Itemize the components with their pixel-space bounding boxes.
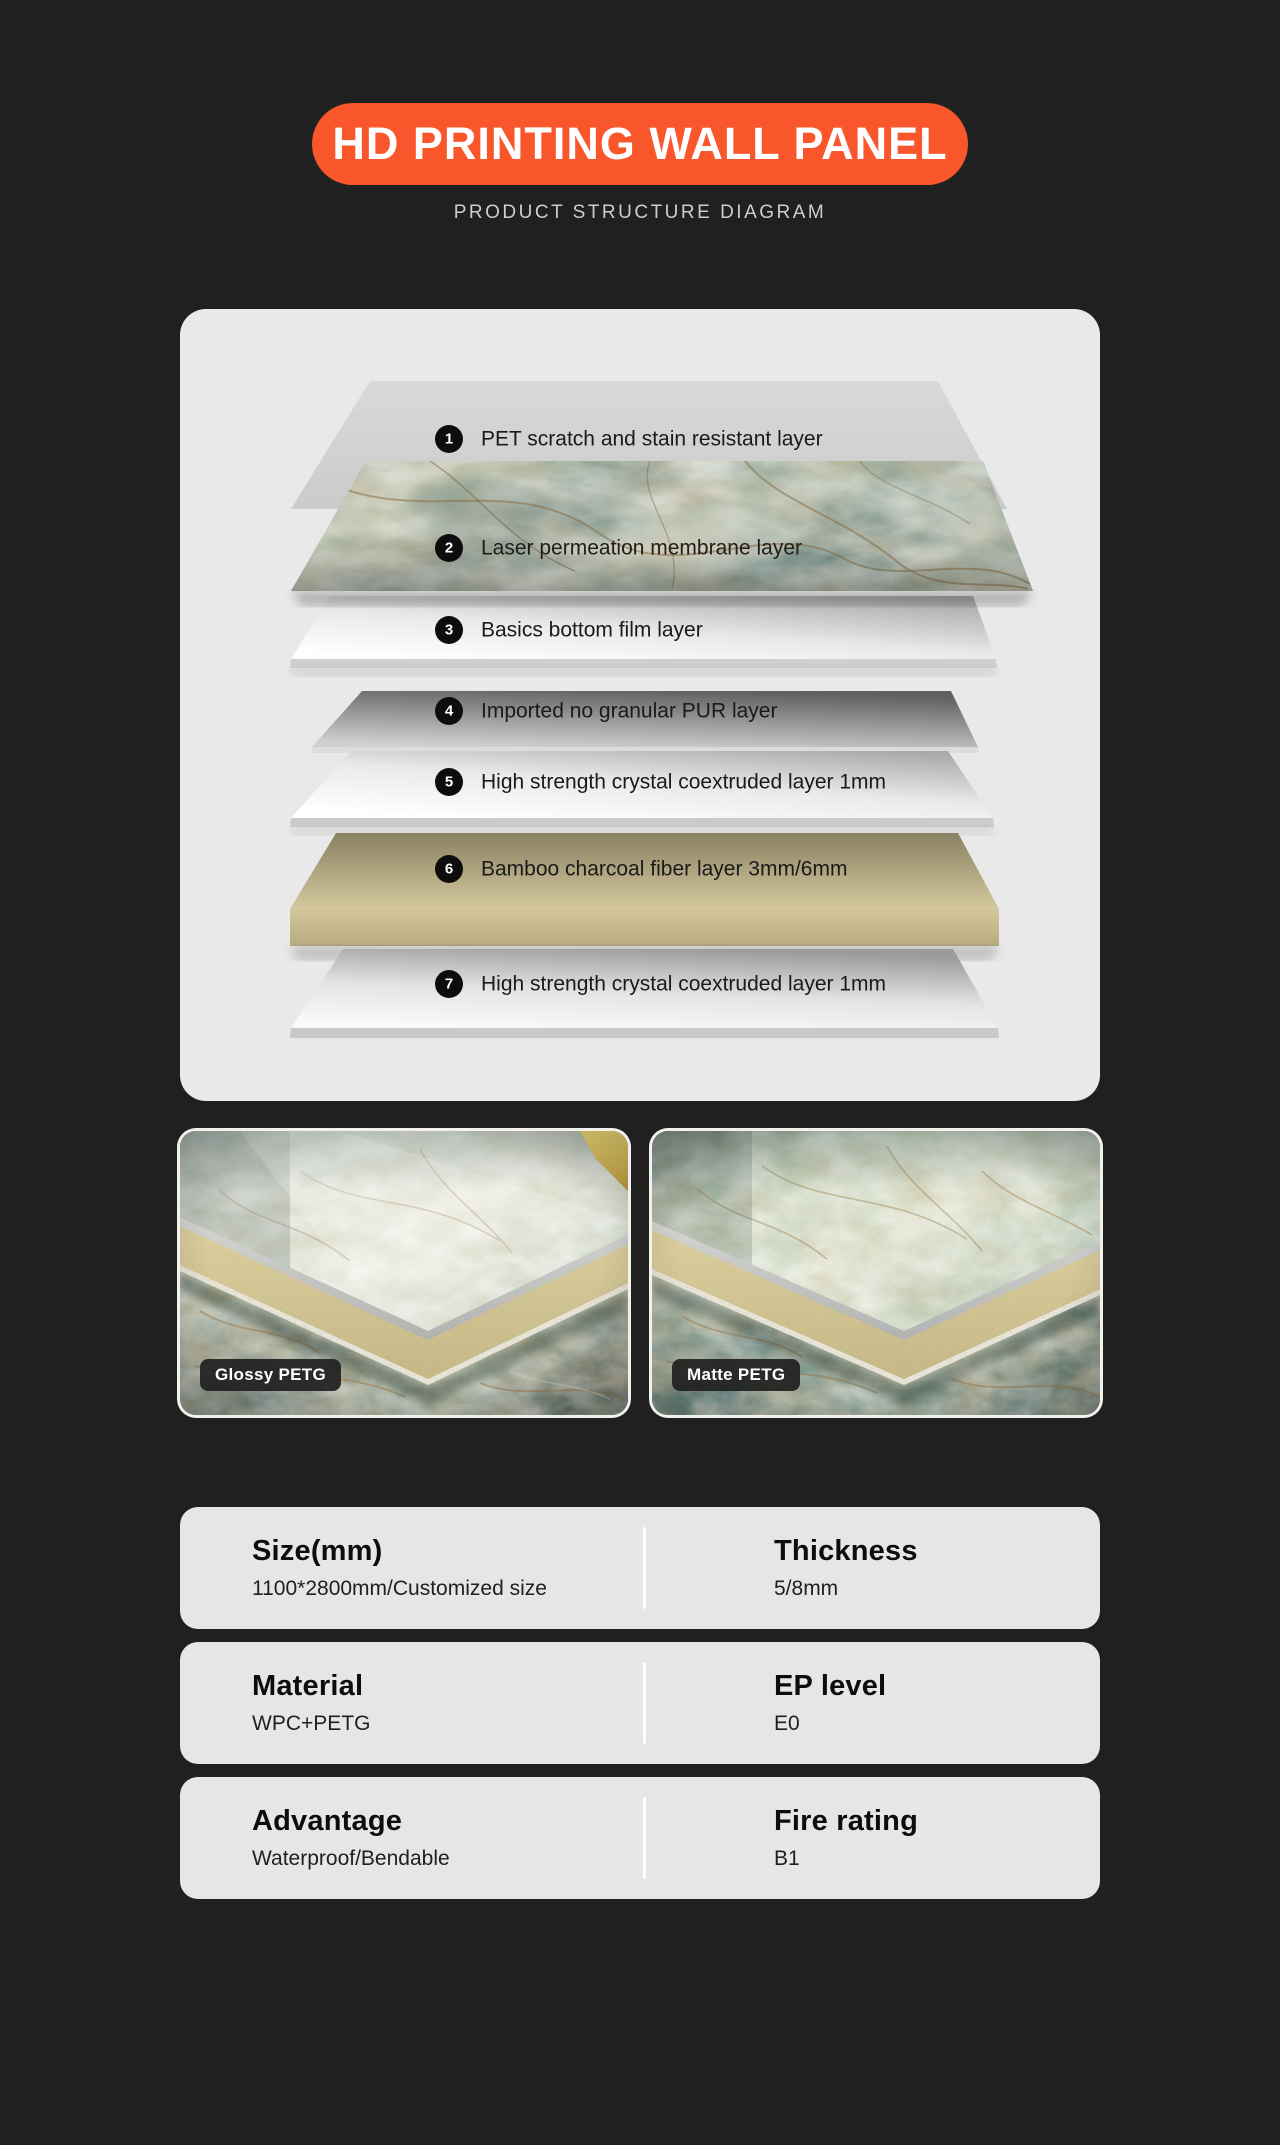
layer-6-number: 6 — [444, 860, 454, 878]
layer-6-row — [435, 855, 847, 883]
spec-value: E0 — [774, 1712, 800, 1735]
layer-2-row — [435, 534, 802, 562]
spec-value: WPC+PETG — [252, 1712, 371, 1735]
spec-title: Size(mm) — [252, 1535, 383, 1567]
spec-fire-rating — [646, 1805, 918, 1871]
spec-thickness — [646, 1535, 918, 1601]
spec-ep-level — [646, 1670, 886, 1736]
spec-cards — [180, 1507, 1100, 1899]
spec-size — [180, 1535, 643, 1601]
layer-1-row — [435, 425, 823, 453]
sample-label-badge: Glossy PETG — [200, 1359, 341, 1391]
layer-5-row — [435, 768, 886, 796]
layer-2-marble-sheet — [280, 454, 1045, 599]
page-subtitle: PRODUCT STRUCTURE DIAGRAM — [453, 202, 827, 223]
layer-6-label: Bamboo charcoal fiber layer 3mm/6mm — [481, 857, 848, 881]
spec-advantage — [180, 1805, 643, 1871]
layer-2-label: Laser permeation membrane layer — [481, 536, 802, 560]
spec-card-size-thickness — [180, 1507, 1100, 1629]
layer-6-block — [290, 833, 999, 960]
spec-value: Waterproof/Bendable — [252, 1847, 450, 1870]
spec-card-advantage-fire — [180, 1777, 1100, 1899]
layer-1-label: PET scratch and stain resistant layer — [481, 427, 823, 451]
layer-4-label: Imported no granular PUR layer — [481, 699, 778, 723]
layer-5-number: 5 — [444, 773, 454, 791]
title-banner — [312, 103, 968, 185]
spec-material — [180, 1670, 643, 1736]
layer-1-number: 1 — [444, 430, 454, 448]
sample-photo-matte — [652, 1131, 1100, 1415]
spec-card-material-ep — [180, 1642, 1100, 1764]
layer-2-shadow — [291, 591, 1033, 606]
sample-photo-glossy — [180, 1131, 628, 1415]
layer-2-number: 2 — [444, 539, 454, 557]
structure-diagram-card — [180, 309, 1100, 1101]
layer-7-row — [435, 970, 886, 998]
structure-diagram-graphic — [180, 309, 1100, 1101]
spec-value: 1100*2800mm/Customized size — [252, 1577, 547, 1600]
layer-5-label: High strength crystal coextruded layer 1mm — [481, 770, 886, 794]
spec-title: Advantage — [252, 1805, 403, 1837]
spec-title: Material — [252, 1670, 364, 1702]
page-title: HD PRINTING WALL PANEL — [332, 118, 948, 169]
sample-photos-row — [180, 1131, 1100, 1415]
page — [0, 103, 1280, 1899]
spec-value: B1 — [774, 1847, 800, 1870]
layer-4-number: 4 — [444, 702, 454, 720]
layer-7-label: High strength crystal coextruded layer 1mm — [481, 972, 886, 996]
layer-4-row — [435, 697, 777, 725]
layer-3-number: 3 — [444, 621, 454, 639]
spec-value: 5/8mm — [774, 1577, 839, 1600]
layer-3-label: Basics bottom film layer — [481, 618, 703, 642]
sample-label-badge: Matte PETG — [672, 1359, 800, 1391]
spec-title: Fire rating — [774, 1805, 918, 1837]
layer-7-number: 7 — [444, 975, 454, 993]
spec-title: EP level — [774, 1670, 887, 1702]
spec-title: Thickness — [774, 1535, 918, 1567]
